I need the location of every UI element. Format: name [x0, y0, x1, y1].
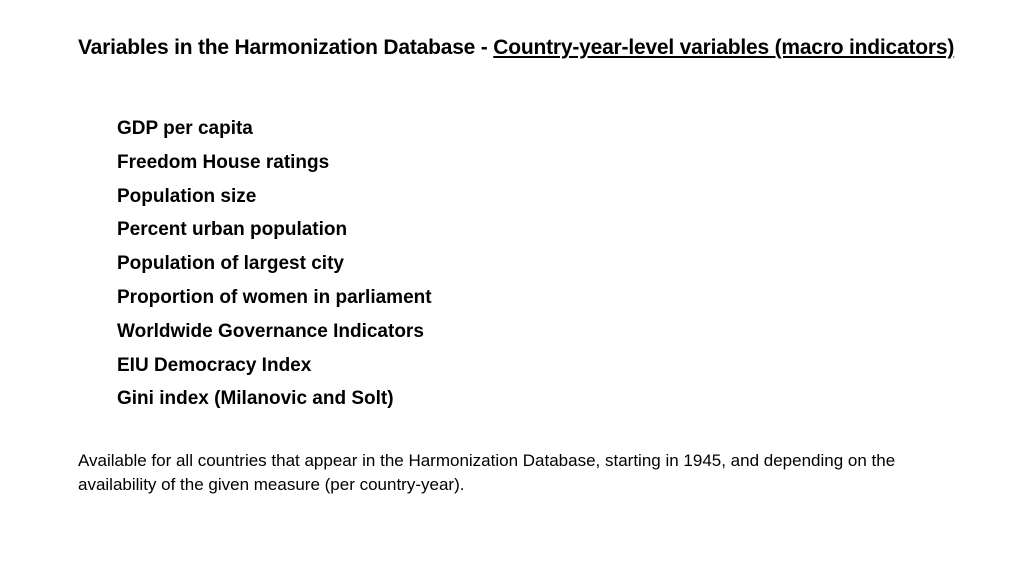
title-main: Variables in the Harmonization Database - [78, 36, 494, 59]
list-item: Freedom House ratings [117, 151, 330, 173]
list-item: EIU Democracy Index [117, 354, 312, 376]
list-item: GDP per capita [117, 118, 253, 139]
slide-title [78, 34, 958, 62]
list-item: Worldwide Governance Indicators [117, 320, 424, 342]
list-item: Gini index (Milanovic and Solt) [117, 388, 394, 410]
title-subtitle: Country-year-level variables (macro indicators) [493, 36, 955, 59]
list-item: Population size [117, 185, 257, 207]
list-item: Population of largest city [117, 253, 344, 275]
list-item: Percent urban population [117, 219, 348, 241]
variables-list [117, 112, 432, 416]
list-item: Proportion of women in parliament [117, 286, 432, 308]
availability-note: Available for all countries that appear in the Harmonization Database, starting in 1945, and depending on the availability of the given measure (per country-year). [78, 451, 896, 494]
